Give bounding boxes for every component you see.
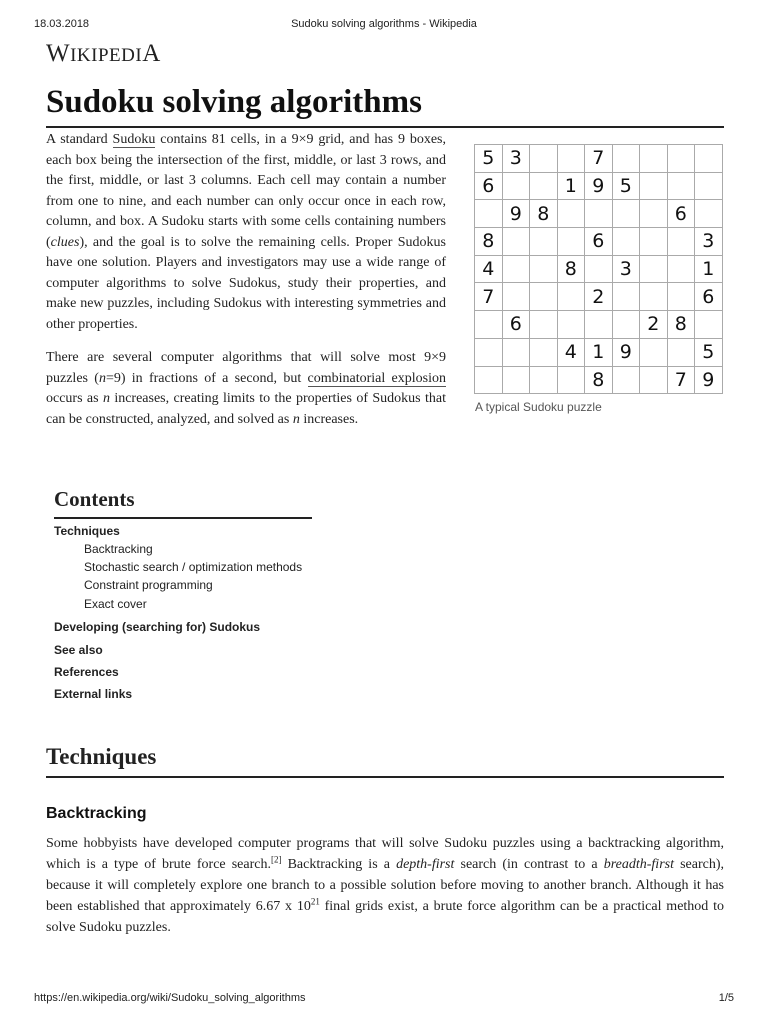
sudoku-cell <box>585 200 613 228</box>
sudoku-cell: 4 <box>475 255 503 283</box>
print-page-number: 1/5 <box>718 992 734 1004</box>
sudoku-cell <box>502 228 530 256</box>
sudoku-cell <box>640 200 668 228</box>
sudoku-cell: 2 <box>640 311 668 339</box>
complexity-paragraph: There are several computer algorithms that will solve most 9×9 puzzles (n=9) in fractions of a second, but combinatorial explosion occurs as n increases, creating limits to the properties of Sudokus that can be constructed, analyzed, and solved as n increases. <box>46 350 446 427</box>
sudoku-caption: A typical Sudoku puzzle <box>475 400 602 414</box>
sudoku-row <box>475 283 723 311</box>
print-title: Sudoku solving algorithms - Wikipedia <box>291 18 477 30</box>
sudoku-cell: 7 <box>585 145 613 173</box>
sudoku-cell: 9 <box>612 338 640 366</box>
sudoku-row <box>475 145 723 173</box>
logo-a: A <box>142 40 161 67</box>
sudoku-cell: 8 <box>585 366 613 394</box>
sudoku-cell <box>640 145 668 173</box>
sudoku-cell <box>695 200 723 228</box>
print-date: 18.03.2018 <box>34 18 90 30</box>
sudoku-cell: 9 <box>502 200 530 228</box>
backtracking-heading: Backtracking <box>46 805 147 822</box>
sudoku-cell: 6 <box>502 311 530 339</box>
sudoku-cell: 3 <box>612 255 640 283</box>
sudoku-cell <box>502 255 530 283</box>
sudoku-cell <box>667 228 695 256</box>
sudoku-cell <box>530 255 558 283</box>
logo-w: W <box>46 40 71 67</box>
sudoku-cell: 8 <box>557 255 585 283</box>
page-title: Sudoku solving algorithms <box>46 82 724 128</box>
sudoku-cell <box>585 255 613 283</box>
sudoku-cell <box>640 283 668 311</box>
sudoku-cell <box>557 283 585 311</box>
sudoku-cell: 7 <box>667 366 695 394</box>
print-url: https://en.wikipedia.org/wiki/Sudoku_solving_algorithms <box>34 992 306 1004</box>
sudoku-cell: 5 <box>475 145 503 173</box>
contents-heading: Contents <box>54 485 312 519</box>
sudoku-cell <box>667 338 695 366</box>
sudoku-cell <box>640 338 668 366</box>
sudoku-cell <box>530 283 558 311</box>
sudoku-row <box>475 228 723 256</box>
sudoku-cell: 6 <box>585 228 613 256</box>
backtracking-paragraph: Some hobbyists have developed computer programs that will solve Sudoku puzzles using a backtracking algorithm, which is a type of brute force search.[2] Backtracking is a depth-first search (in contrast to a breadth-first search), because it will completely explore one branch to a possible solution before moving to another branch. Although it has been established that approximately 6.67 x $10^{21}$ final grids exist, a brute force algorithm can be a practical method to solve Sudoku puzzles. <box>46 836 724 935</box>
toc-item-constraint-programming[interactable]: Constraint programming <box>84 578 213 592</box>
sudoku-cell <box>612 200 640 228</box>
sudoku-cell: 2 <box>585 283 613 311</box>
sudoku-cell: 6 <box>475 172 503 200</box>
sudoku-cell <box>695 172 723 200</box>
sudoku-cell <box>530 311 558 339</box>
toc-item-exact-cover[interactable]: Exact cover <box>84 597 147 611</box>
sudoku-cell: 9 <box>695 366 723 394</box>
sudoku-cell <box>640 172 668 200</box>
sudoku-cell <box>612 145 640 173</box>
sudoku-cell <box>695 145 723 173</box>
toc-item-techniques[interactable]: Techniques <box>54 524 120 538</box>
sudoku-cell: 1 <box>557 172 585 200</box>
sudoku-cell: 6 <box>695 283 723 311</box>
sudoku-cell: 8 <box>475 228 503 256</box>
sudoku-link[interactable]: Sudoku <box>112 132 156 147</box>
sudoku-row <box>475 338 723 366</box>
sudoku-cell <box>530 338 558 366</box>
sudoku-cell <box>502 283 530 311</box>
sudoku-cell <box>502 338 530 366</box>
sudoku-cell <box>530 172 558 200</box>
sudoku-cell <box>640 228 668 256</box>
sudoku-cell <box>612 283 640 311</box>
sudoku-cell <box>667 145 695 173</box>
intro-paragraph: A standard Sudoku contains 81 cells, in a 9×9 grid, and has 9 boxes, each box being the intersection of the first, middle, or last 3 rows, and the first, middle, or last 3 columns. Each cell may contain a number from one to nine, and each number can only occur once in each row, column, and box. A Sudoku starts with some cells containing numbers (clues), and the goal is to solve the remaining cells. Proper Sudokus have one solution. Players and investigators may use a wide range of computer algorithms to solve Sudokus, study their properties, and make new puzzles, including Sudokus with interesting symmetries and other properties. <box>46 132 447 332</box>
sudoku-cell <box>502 172 530 200</box>
wikipedia-logo[interactable] <box>46 40 161 68</box>
sudoku-cell <box>612 228 640 256</box>
logo-ikipedi: IKIPEDI <box>70 45 143 66</box>
sudoku-cell <box>695 311 723 339</box>
sudoku-cell: 1 <box>695 255 723 283</box>
sudoku-row <box>475 255 723 283</box>
sudoku-cell: 9 <box>585 172 613 200</box>
sudoku-row <box>475 200 723 228</box>
sudoku-cell <box>640 366 668 394</box>
sudoku-cell <box>475 338 503 366</box>
sudoku-cell <box>502 366 530 394</box>
sudoku-cell <box>557 228 585 256</box>
sudoku-cell: 5 <box>695 338 723 366</box>
sudoku-cell: 3 <box>502 145 530 173</box>
sudoku-cell <box>475 200 503 228</box>
sudoku-cell <box>640 255 668 283</box>
sudoku-cell <box>530 366 558 394</box>
sudoku-cell: 5 <box>612 172 640 200</box>
sudoku-puzzle-grid <box>474 144 723 394</box>
sudoku-cell <box>667 172 695 200</box>
sudoku-cell: 6 <box>667 200 695 228</box>
sudoku-cell: 8 <box>530 200 558 228</box>
sudoku-cell: 7 <box>475 283 503 311</box>
toc-item-see-also[interactable]: See also <box>54 643 103 657</box>
toc-item-external-links[interactable]: External links <box>54 687 133 701</box>
reference-2-link[interactable]: [2] <box>270 854 282 865</box>
sudoku-cell: 4 <box>557 338 585 366</box>
toc-item-references[interactable]: References <box>54 665 119 679</box>
techniques-heading: Techniques <box>46 742 724 778</box>
sudoku-cell <box>612 311 640 339</box>
sudoku-row <box>475 311 723 339</box>
sudoku-row <box>475 172 723 200</box>
sudoku-cell <box>530 145 558 173</box>
sudoku-cell: 8 <box>667 311 695 339</box>
sudoku-cell <box>667 255 695 283</box>
sudoku-cell <box>530 228 558 256</box>
toc-item-backtracking[interactable]: Backtracking <box>84 542 153 556</box>
sudoku-cell <box>557 366 585 394</box>
toc-item-stochastic-search[interactable]: Stochastic search / optimization methods <box>84 560 303 574</box>
sudoku-cell <box>557 311 585 339</box>
sudoku-cell <box>557 145 585 173</box>
sudoku-cell <box>667 283 695 311</box>
sudoku-cell <box>475 311 503 339</box>
combinatorial-explosion-link[interactable]: combinatorial explosion <box>307 370 446 386</box>
sudoku-cell <box>585 311 613 339</box>
sudoku-cell: 3 <box>695 228 723 256</box>
sudoku-cell <box>557 200 585 228</box>
sudoku-row <box>475 366 723 394</box>
sudoku-cell <box>475 366 503 394</box>
sudoku-cell <box>612 366 640 394</box>
toc-item-developing-sudokus[interactable]: Developing (searching for) Sudokus <box>54 620 261 634</box>
sudoku-cell: 1 <box>585 338 613 366</box>
